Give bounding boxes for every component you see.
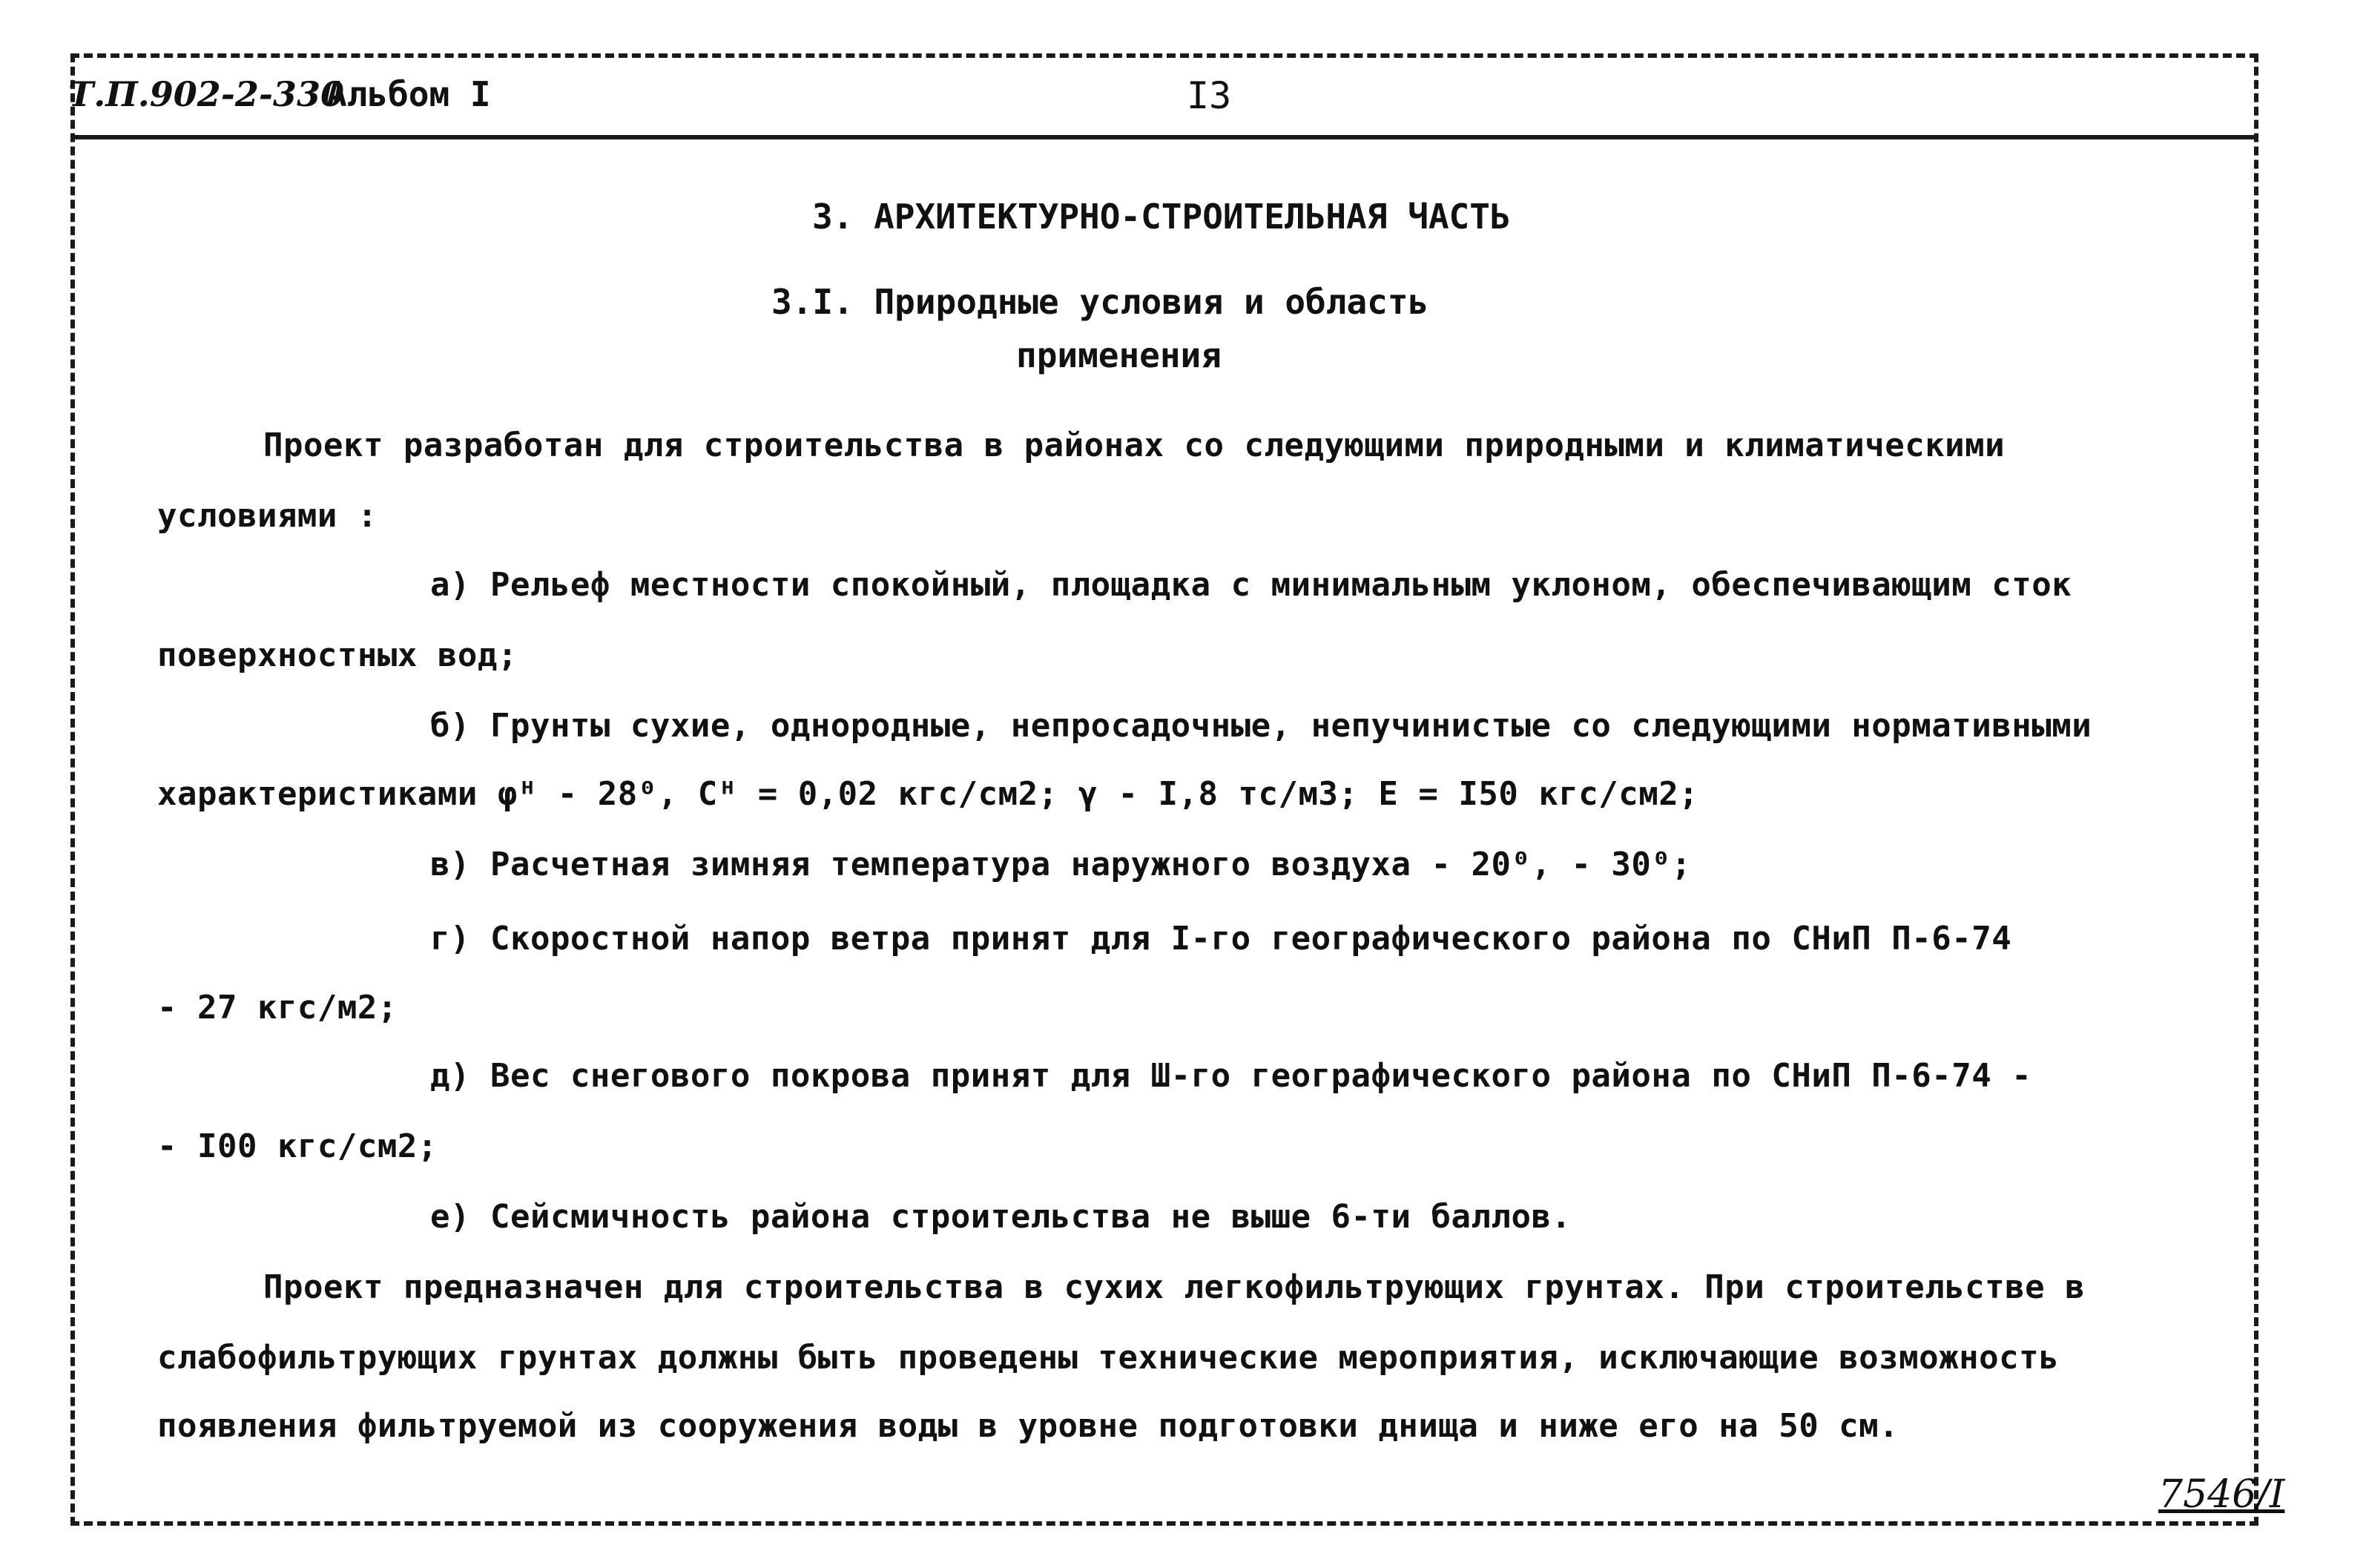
item-b-line-1: б) Грунты сухие, однородные, непросадочные, непучинистые со следующими нормативными xyxy=(430,707,2092,745)
paragraph-2-line-3: появления фильтруемой из сооружения воды в уровне подготовки днища и ниже его на 50 см. xyxy=(157,1407,1899,1445)
item-d-line-1: д) Вес снегового покрова принят для Ш-го географического района по СНиП П-6-74 - xyxy=(430,1057,2032,1095)
item-g-line-2: - 27 кгс/м2; xyxy=(157,989,398,1027)
header-divider xyxy=(70,135,2258,139)
album-label: Альбом I xyxy=(326,74,491,114)
paragraph-2-line-2: слабофильтрующих грунтах должны быть проведены технические мероприятия, исключающие возможность xyxy=(157,1339,2060,1377)
subsection-title-line1: 3.I. Природные условия и область xyxy=(771,282,1429,322)
item-b-line-2: характеристиками φᴴ - 28⁰, Cᴴ = 0,02 кгс/см2; γ - I,8 тс/м3; E = I50 кгс/см2; xyxy=(157,775,1699,813)
item-v-line-1: в) Расчетная зимняя температура наружного воздуха - 20⁰, - 30⁰; xyxy=(430,846,1692,883)
page-number: I3 xyxy=(1187,74,1232,117)
intro-line-1: Проект разработан для строительства в районах со следующими природными и климатическими xyxy=(263,426,2006,464)
item-a-line-1: а) Рельеф местности спокойный, площадка с минимальным уклоном, обеспечивающим сток xyxy=(430,566,2072,604)
intro-line-2: условиями : xyxy=(157,497,378,535)
section-title: 3. АРХИТЕКТУРНО-СТРОИТЕЛЬНАЯ ЧАСТЬ xyxy=(812,197,1511,237)
item-g-line-1: г) Скоростной напор ветра принят для I-го географического района по СНиП П-6-74 xyxy=(430,920,2012,958)
subsection-title-line2: применения xyxy=(1016,335,1222,375)
inventory-note: 7546/I xyxy=(2158,1472,2285,1517)
document-code: Т.П.902-2-330 xyxy=(68,74,344,114)
paragraph-2-line-1: Проект предназначен для строительства в сухих легкофильтрующих грунтах. При строительстве в xyxy=(263,1268,2086,1306)
item-e-line-1: е) Сейсмичность района строительства не выше 6-ти баллов. xyxy=(430,1198,1572,1236)
item-d-line-2: - I00 кгс/см2; xyxy=(157,1127,438,1165)
item-a-line-2: поверхностных вод; xyxy=(157,636,518,674)
